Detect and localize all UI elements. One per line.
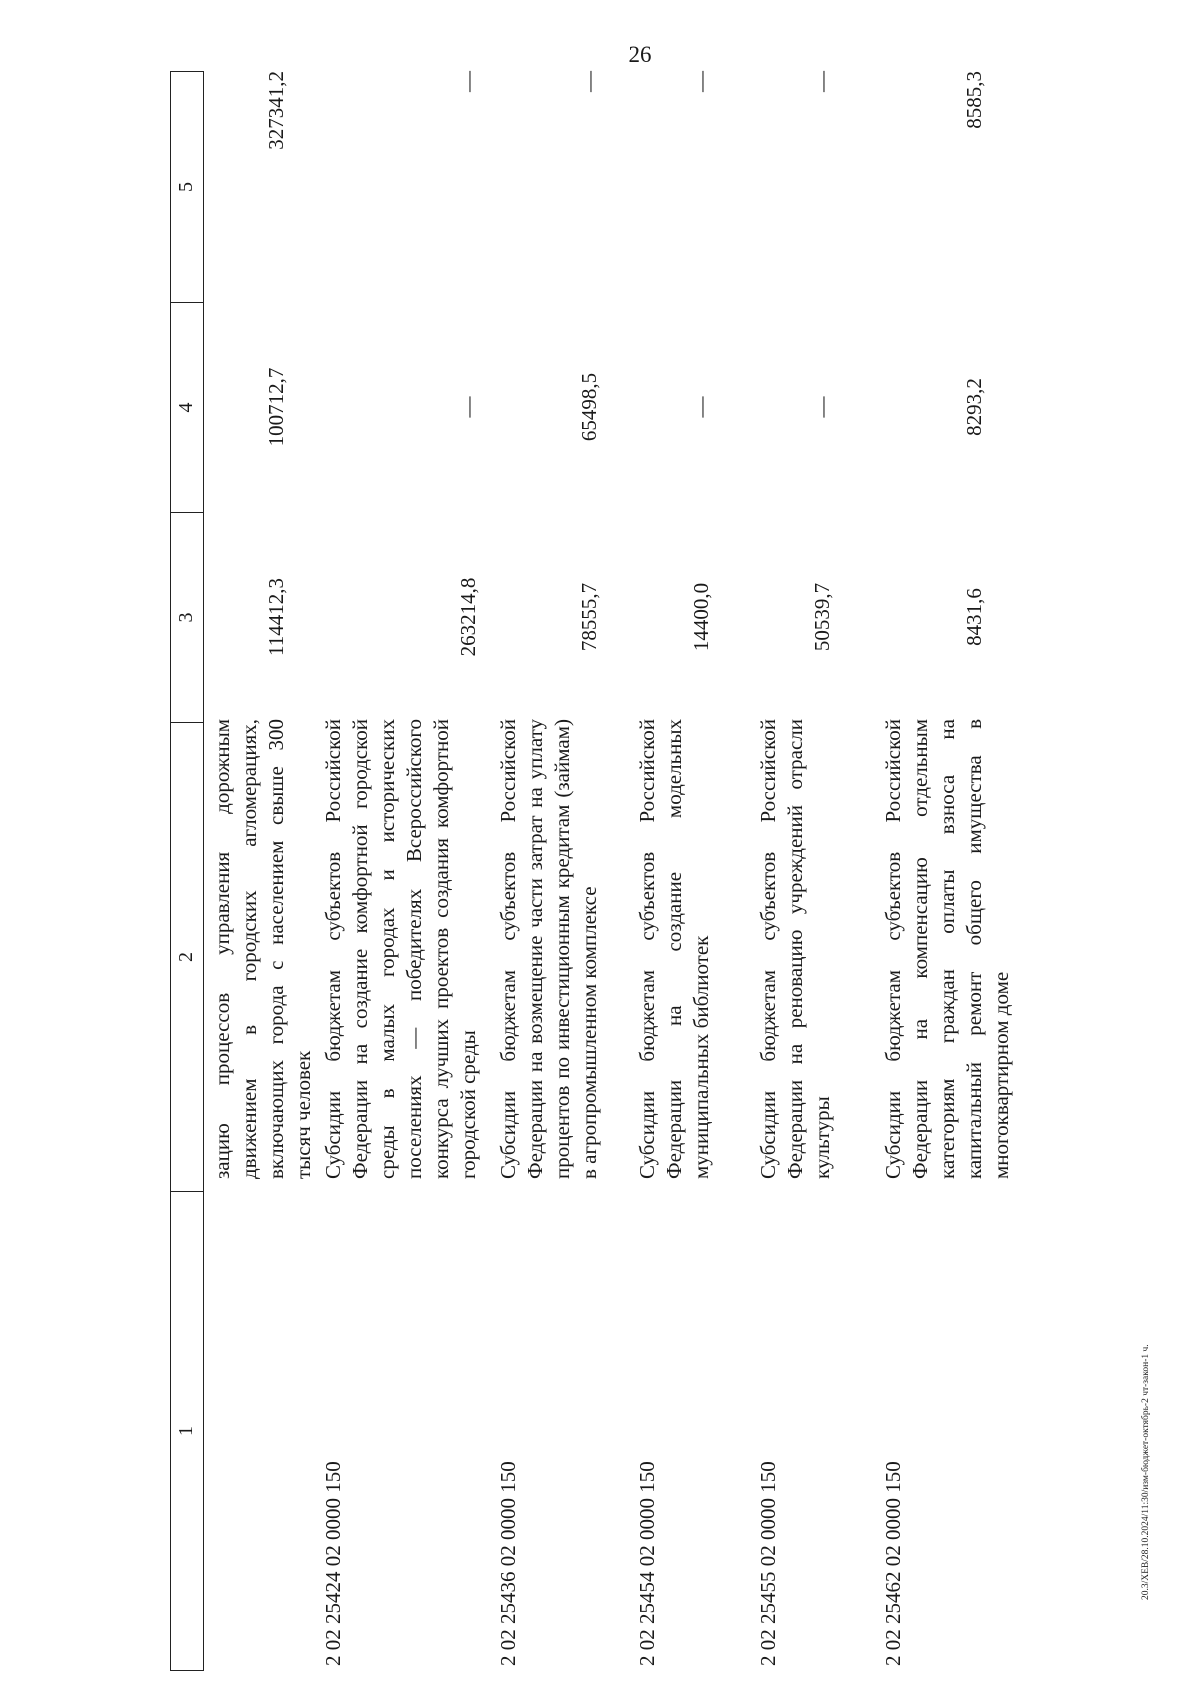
- row-code: 2 02 25454 02 0000 150: [635, 1461, 659, 1666]
- row-description: Субсидии бюджетам субъектов Российской Федерации на создание комфортной городской среды в малых городах и исторических поселениях — победителях Всероссийского конкурса лучших проектов создания комфортной городской среды: [321, 719, 480, 1179]
- row-description: Субсидии бюджетам субъектов Российской Федерации на реновацию учреждений отрасли культуры: [756, 719, 834, 1179]
- row-value-col5: —: [689, 71, 713, 92]
- row-description: Субсидии бюджетам субъектов Российской Федерации на компенсацию отдельным категориям граждан оплаты взноса на капитальный ремонт общего имущества в многоквартирном доме: [881, 719, 1013, 1179]
- row-value-col3: 114412,3: [264, 578, 288, 656]
- row-value-col3: 263214,8: [456, 577, 480, 657]
- header-col-1: 1: [170, 1191, 204, 1671]
- row-value-col5: —: [810, 71, 834, 92]
- row-value-col3: 14400,0: [689, 582, 713, 652]
- header-col-4: 4: [170, 302, 204, 512]
- header-col-5: 5: [170, 71, 204, 302]
- budget-table: [170, 71, 1200, 1671]
- header-col-2: 2: [170, 722, 204, 1191]
- table-header-row: [170, 71, 204, 1671]
- row-description: Субсидии бюджетам субъектов Российской Федерации на создание модельных муниципальных библиотек: [635, 719, 713, 1179]
- row-value-col4: 8293,2: [962, 378, 986, 436]
- row-value-col4: —: [456, 396, 480, 418]
- row-value-col5: —: [577, 71, 601, 92]
- row-value-col3: 50539,7: [810, 582, 834, 652]
- row-value-col5: 8585,3: [962, 71, 986, 129]
- row-code: 2 02 25424 02 0000 150: [321, 1461, 345, 1666]
- row-description: Субсидии бюджетам субъектов Российской Федерации на возмещение части затрат на уплату процентов по инвестиционным кредитам (займам) в агропромышленном комплексе: [496, 719, 601, 1179]
- row-value-col3: 8431,6: [962, 588, 986, 646]
- row-value-col4: —: [689, 396, 713, 418]
- row-value-col5: 327341,2: [264, 71, 288, 150]
- header-col-3: 3: [170, 512, 204, 722]
- row-value-col3: 78555,7: [577, 582, 601, 652]
- row-code: 2 02 25455 02 0000 150: [756, 1461, 780, 1666]
- row-value-col5: —: [456, 71, 480, 92]
- row-code: 2 02 25462 02 0000 150: [881, 1461, 905, 1666]
- row-value-col4: 100712,7: [264, 367, 288, 447]
- row-code: 2 02 25436 02 0000 150: [496, 1461, 520, 1666]
- row-value-col4: 65498,5: [577, 372, 601, 442]
- row-value-col4: —: [810, 396, 834, 418]
- row-description: зацию процессов управления дорожным движением в городских агломерациях, включающих города с населением свыше 300 тысяч человек: [210, 719, 315, 1179]
- document-footer-note: 20.3/ХЕВ/28.10.2024/11:30/изм-бюджет-октябрь-2 чт-закон-1 ч.: [1141, 1344, 1151, 1600]
- page-number: 26: [628, 42, 652, 67]
